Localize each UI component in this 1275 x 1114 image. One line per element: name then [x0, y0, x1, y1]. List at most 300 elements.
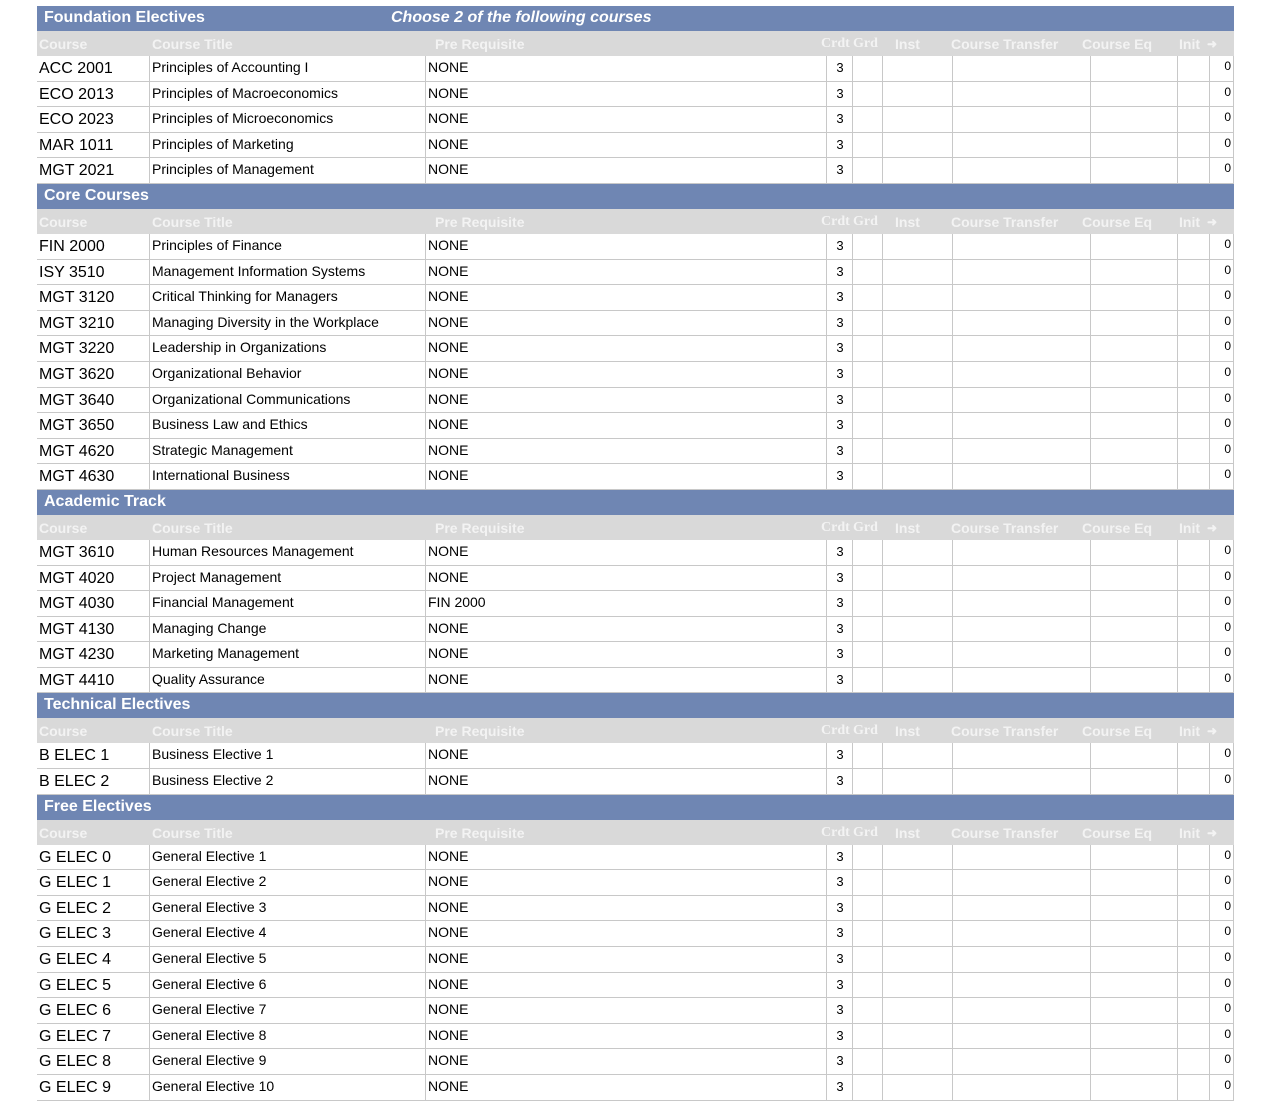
- course-code: MGT 3620: [39, 365, 115, 383]
- grade-cell[interactable]: [852, 388, 883, 413]
- course-equivalent-cell[interactable]: [1090, 260, 1178, 285]
- initials-cell[interactable]: [1177, 1049, 1210, 1074]
- course-credits: 3: [826, 743, 853, 768]
- course-transfer-cell[interactable]: [952, 234, 1091, 259]
- course-transfer-cell[interactable]: [952, 566, 1091, 591]
- grade-cell[interactable]: [852, 998, 883, 1023]
- course-title: Principles of Macroeconomics: [149, 82, 428, 107]
- course-transfer-cell[interactable]: [952, 56, 1091, 81]
- course-code: G ELEC 3: [39, 925, 112, 943]
- initials-cell[interactable]: [1177, 336, 1210, 361]
- course-transfer-cell[interactable]: [952, 896, 1091, 921]
- course-transfer-cell[interactable]: [952, 998, 1091, 1023]
- course-equivalent-cell[interactable]: [1090, 591, 1178, 616]
- col-title-header: Course Title: [152, 213, 233, 230]
- course-equivalent-cell[interactable]: [1090, 921, 1178, 946]
- course-prerequisite: NONE: [425, 743, 828, 768]
- initials-cell[interactable]: [1177, 566, 1210, 591]
- institution-cell[interactable]: [882, 947, 953, 972]
- grade-cell[interactable]: [852, 464, 883, 489]
- institution-cell[interactable]: [882, 998, 953, 1023]
- course-prerequisite: FIN 2000: [425, 591, 828, 616]
- col-eq-header: Course Eq: [1082, 723, 1153, 740]
- institution-cell[interactable]: [882, 743, 953, 768]
- course-title: Human Resources Management: [149, 540, 428, 565]
- course-prerequisite: NONE: [425, 1075, 828, 1100]
- course-equivalent-cell[interactable]: [1090, 56, 1178, 81]
- section-header: [37, 795, 1234, 820]
- course-equivalent-cell[interactable]: [1090, 668, 1178, 693]
- course-code: G ELEC 9: [39, 1079, 112, 1096]
- institution-cell[interactable]: [882, 973, 953, 998]
- course-transfer-cell[interactable]: [952, 743, 1091, 768]
- arrow-icon: ➜: [1207, 37, 1218, 51]
- grade-cell[interactable]: [852, 1075, 883, 1100]
- section-title: Technical Electives: [44, 696, 191, 714]
- grade-cell[interactable]: [852, 158, 883, 183]
- row-total: 0: [1209, 336, 1234, 361]
- course-code: MGT 3650: [39, 417, 115, 435]
- grade-cell[interactable]: [852, 845, 883, 870]
- table-row: [37, 743, 1234, 769]
- institution-cell[interactable]: [882, 921, 953, 946]
- course-transfer-cell[interactable]: [952, 336, 1091, 361]
- table-row: [37, 388, 1234, 414]
- institution-cell[interactable]: [882, 336, 953, 361]
- course-transfer-cell[interactable]: [952, 921, 1091, 946]
- table-row: [37, 921, 1234, 947]
- institution-cell[interactable]: [882, 158, 953, 183]
- row-total: 0: [1209, 362, 1234, 387]
- course-credits: 3: [826, 1049, 853, 1074]
- course-equivalent-cell[interactable]: [1090, 743, 1178, 768]
- course-equivalent-cell[interactable]: [1090, 769, 1178, 794]
- grade-cell[interactable]: [852, 260, 883, 285]
- institution-cell[interactable]: [882, 540, 953, 565]
- course-title: Management Information Systems: [149, 260, 428, 285]
- course-transfer-cell[interactable]: [952, 362, 1091, 387]
- institution-cell[interactable]: [882, 896, 953, 921]
- grade-cell[interactable]: [852, 82, 883, 107]
- initials-cell[interactable]: [1177, 870, 1210, 895]
- grade-cell[interactable]: [852, 743, 883, 768]
- row-total: 0: [1209, 591, 1234, 616]
- grade-cell[interactable]: [852, 947, 883, 972]
- row-total: 0: [1209, 947, 1234, 972]
- course-equivalent-cell[interactable]: [1090, 234, 1178, 259]
- course-transfer-cell[interactable]: [952, 413, 1091, 438]
- column-header-row: [37, 515, 1234, 540]
- arrow-icon: ➜: [1207, 214, 1218, 229]
- institution-cell[interactable]: [882, 870, 953, 895]
- grade-cell[interactable]: [852, 439, 883, 464]
- course-credits: 3: [826, 540, 853, 565]
- col-crdt-header: Crdt: [821, 36, 850, 51]
- course-prerequisite: NONE: [425, 1049, 828, 1074]
- initials-cell[interactable]: [1177, 260, 1210, 285]
- institution-cell[interactable]: [882, 107, 953, 132]
- course-code: MGT 4130: [39, 620, 115, 638]
- course-code: G ELEC 2: [39, 899, 112, 917]
- initials-cell[interactable]: [1177, 1024, 1210, 1049]
- initials-cell[interactable]: [1177, 107, 1210, 132]
- course-transfer-cell[interactable]: [952, 845, 1091, 870]
- course-transfer-cell[interactable]: [952, 158, 1091, 183]
- row-total: 0: [1209, 107, 1234, 132]
- row-total: 0: [1209, 260, 1234, 285]
- course-transfer-cell[interactable]: [952, 439, 1091, 464]
- course-credits: 3: [826, 921, 853, 946]
- grade-cell[interactable]: [852, 591, 883, 616]
- initials-cell[interactable]: [1177, 668, 1210, 693]
- course-equivalent-cell[interactable]: [1090, 439, 1178, 464]
- course-equivalent-cell[interactable]: [1090, 362, 1178, 387]
- course-title: General Elective 5: [149, 947, 428, 972]
- col-init-header: Init: [1179, 723, 1200, 740]
- row-total: 0: [1209, 998, 1234, 1023]
- institution-cell[interactable]: [882, 82, 953, 107]
- course-prerequisite: NONE: [425, 311, 828, 336]
- course-title: Principles of Finance: [149, 234, 428, 259]
- row-total: 0: [1209, 668, 1234, 693]
- col-crdt-header: Crdt: [821, 519, 850, 535]
- course-equivalent-cell[interactable]: [1090, 464, 1178, 489]
- initials-cell[interactable]: [1177, 1075, 1210, 1100]
- initials-cell[interactable]: [1177, 743, 1210, 768]
- course-code: G ELEC 6: [39, 1002, 112, 1020]
- table-row: [37, 870, 1234, 896]
- course-title: Business Law and Ethics: [149, 413, 428, 438]
- course-code: MGT 3610: [39, 543, 115, 561]
- row-total: 0: [1209, 82, 1234, 107]
- grade-cell[interactable]: [852, 566, 883, 591]
- institution-cell[interactable]: [882, 566, 953, 591]
- course-code: MGT 3220: [39, 340, 115, 358]
- col-init-header: Init: [1179, 213, 1200, 230]
- course-code: G ELEC 1: [39, 874, 112, 892]
- course-equivalent-cell[interactable]: [1090, 82, 1178, 107]
- course-equivalent-cell[interactable]: [1090, 1024, 1178, 1049]
- col-eq-header: Course Eq: [1082, 36, 1153, 52]
- arrow-icon: ➜: [1207, 825, 1218, 840]
- col-crdt-header: Crdt: [821, 824, 850, 840]
- course-transfer-cell[interactable]: [952, 464, 1091, 489]
- initials-cell[interactable]: [1177, 921, 1210, 946]
- course-equivalent-cell[interactable]: [1090, 311, 1178, 336]
- course-title: General Elective 9: [149, 1049, 428, 1074]
- course-prerequisite: NONE: [425, 439, 828, 464]
- col-inst-header: Inst: [895, 213, 920, 230]
- institution-cell[interactable]: [882, 845, 953, 870]
- course-transfer-cell[interactable]: [952, 870, 1091, 895]
- course-code: MGT 4410: [39, 671, 115, 689]
- institution-cell[interactable]: [882, 1049, 953, 1074]
- grade-cell[interactable]: [852, 56, 883, 81]
- course-equivalent-cell[interactable]: [1090, 642, 1178, 667]
- course-credits: 3: [826, 566, 853, 591]
- table-row: [37, 133, 1234, 159]
- course-equivalent-cell[interactable]: [1090, 973, 1178, 998]
- course-credits: 3: [826, 668, 853, 693]
- course-credits: 3: [826, 1075, 853, 1100]
- course-transfer-cell[interactable]: [952, 107, 1091, 132]
- course-title: Organizational Communications: [149, 388, 428, 413]
- course-equivalent-cell[interactable]: [1090, 947, 1178, 972]
- table-row: [37, 439, 1234, 465]
- initials-cell[interactable]: [1177, 591, 1210, 616]
- course-credits: 3: [826, 285, 853, 310]
- row-total: 0: [1209, 1049, 1234, 1074]
- col-prereq-header: Pre Requisite: [435, 723, 525, 740]
- course-prerequisite: NONE: [425, 998, 828, 1023]
- course-equivalent-cell[interactable]: [1090, 336, 1178, 361]
- initials-cell[interactable]: [1177, 464, 1210, 489]
- course-transfer-cell[interactable]: [952, 769, 1091, 794]
- initials-cell[interactable]: [1177, 973, 1210, 998]
- col-course-header: Course: [39, 519, 88, 536]
- section-header: [37, 184, 1234, 209]
- initials-cell[interactable]: [1177, 642, 1210, 667]
- course-equivalent-cell[interactable]: [1090, 107, 1178, 132]
- course-equivalent-cell[interactable]: [1090, 870, 1178, 895]
- institution-cell[interactable]: [882, 1024, 953, 1049]
- initials-cell[interactable]: [1177, 56, 1210, 81]
- initials-cell[interactable]: [1177, 362, 1210, 387]
- course-title: General Elective 4: [149, 921, 428, 946]
- institution-cell[interactable]: [882, 388, 953, 413]
- initials-cell[interactable]: [1177, 845, 1210, 870]
- column-header-row: [37, 718, 1234, 743]
- institution-cell[interactable]: [882, 311, 953, 336]
- course-transfer-cell[interactable]: [952, 642, 1091, 667]
- table-row: [37, 107, 1234, 133]
- course-transfer-cell[interactable]: [952, 947, 1091, 972]
- institution-cell[interactable]: [882, 413, 953, 438]
- institution-cell[interactable]: [882, 133, 953, 158]
- course-credits: 3: [826, 336, 853, 361]
- row-total: 0: [1209, 56, 1234, 81]
- grade-cell[interactable]: [852, 540, 883, 565]
- initials-cell[interactable]: [1177, 896, 1210, 921]
- col-transfer-header: Course Transfer: [951, 36, 1059, 52]
- initials-cell[interactable]: [1177, 234, 1210, 259]
- grade-cell[interactable]: [852, 973, 883, 998]
- row-total: 0: [1209, 642, 1234, 667]
- grade-cell[interactable]: [852, 668, 883, 693]
- grade-cell[interactable]: [852, 107, 883, 132]
- initials-cell[interactable]: [1177, 998, 1210, 1023]
- course-code: MGT 4230: [39, 646, 115, 664]
- course-prerequisite: NONE: [425, 413, 828, 438]
- grade-cell[interactable]: [852, 921, 883, 946]
- course-title: Principles of Marketing: [149, 133, 428, 158]
- course-prerequisite: NONE: [425, 388, 828, 413]
- initials-cell[interactable]: [1177, 158, 1210, 183]
- grade-cell[interactable]: [852, 362, 883, 387]
- course-transfer-cell[interactable]: [952, 82, 1091, 107]
- course-credits: 3: [826, 388, 853, 413]
- institution-cell[interactable]: [882, 769, 953, 794]
- col-crdt-header: Crdt: [821, 723, 850, 739]
- institution-cell[interactable]: [882, 234, 953, 259]
- section-title: Academic Track: [44, 492, 166, 510]
- col-transfer-header: Course Transfer: [951, 824, 1059, 841]
- col-title-header: Course Title: [152, 723, 233, 740]
- course-transfer-cell[interactable]: [952, 311, 1091, 336]
- course-title: Critical Thinking for Managers: [149, 285, 428, 310]
- institution-cell[interactable]: [882, 464, 953, 489]
- initials-cell[interactable]: [1177, 947, 1210, 972]
- col-course-header: Course: [39, 824, 88, 841]
- initials-cell[interactable]: [1177, 413, 1210, 438]
- col-prereq-header: Pre Requisite: [435, 213, 525, 230]
- col-eq-header: Course Eq: [1082, 824, 1153, 841]
- grade-cell[interactable]: [852, 285, 883, 310]
- course-transfer-cell[interactable]: [952, 1075, 1091, 1100]
- course-title: General Elective 10: [149, 1075, 428, 1100]
- course-credits: 3: [826, 260, 853, 285]
- grade-cell[interactable]: [852, 1024, 883, 1049]
- course-equivalent-cell[interactable]: [1090, 413, 1178, 438]
- course-equivalent-cell[interactable]: [1090, 285, 1178, 310]
- initials-cell[interactable]: [1177, 82, 1210, 107]
- course-transfer-cell[interactable]: [952, 591, 1091, 616]
- grade-cell[interactable]: [852, 617, 883, 642]
- section-header: [37, 490, 1234, 515]
- course-prerequisite: NONE: [425, 107, 828, 132]
- section-note: Choose 2 of the following courses: [391, 9, 652, 26]
- initials-cell[interactable]: [1177, 133, 1210, 158]
- course-title: Managing Change: [149, 617, 428, 642]
- course-credits: 3: [826, 591, 853, 616]
- course-prerequisite: NONE: [425, 336, 828, 361]
- course-transfer-cell[interactable]: [952, 1049, 1091, 1074]
- course-equivalent-cell[interactable]: [1090, 896, 1178, 921]
- course-credits: 3: [826, 362, 853, 387]
- course-equivalent-cell[interactable]: [1090, 540, 1178, 565]
- grade-cell[interactable]: [852, 1049, 883, 1074]
- col-inst-header: Inst: [895, 824, 920, 841]
- row-total: 0: [1209, 388, 1234, 413]
- course-equivalent-cell[interactable]: [1090, 566, 1178, 591]
- course-transfer-cell[interactable]: [952, 540, 1091, 565]
- course-equivalent-cell[interactable]: [1090, 1049, 1178, 1074]
- course-credits: 3: [826, 769, 853, 794]
- col-title-header: Course Title: [152, 824, 233, 841]
- institution-cell[interactable]: [882, 260, 953, 285]
- course-equivalent-cell[interactable]: [1090, 133, 1178, 158]
- table-row: [37, 311, 1234, 337]
- initials-cell[interactable]: [1177, 388, 1210, 413]
- col-title-header: Course Title: [152, 36, 233, 52]
- course-equivalent-cell[interactable]: [1090, 998, 1178, 1023]
- institution-cell[interactable]: [882, 668, 953, 693]
- row-total: 0: [1209, 743, 1234, 768]
- course-code: MGT 4630: [39, 468, 115, 486]
- course-code: MGT 4020: [39, 569, 115, 587]
- course-transfer-cell[interactable]: [952, 668, 1091, 693]
- course-code: G ELEC 4: [39, 951, 112, 969]
- grade-cell[interactable]: [852, 133, 883, 158]
- institution-cell[interactable]: [882, 56, 953, 81]
- institution-cell[interactable]: [882, 1075, 953, 1100]
- course-transfer-cell[interactable]: [952, 617, 1091, 642]
- course-transfer-cell[interactable]: [952, 260, 1091, 285]
- course-transfer-cell[interactable]: [952, 1024, 1091, 1049]
- course-transfer-cell[interactable]: [952, 285, 1091, 310]
- grade-cell[interactable]: [852, 413, 883, 438]
- institution-cell[interactable]: [882, 362, 953, 387]
- institution-cell[interactable]: [882, 591, 953, 616]
- grade-cell[interactable]: [852, 311, 883, 336]
- col-inst-header: Inst: [895, 723, 920, 740]
- course-credits: 3: [826, 845, 853, 870]
- course-credits: 3: [826, 464, 853, 489]
- course-code: MAR 1011: [39, 136, 114, 154]
- col-grd-header: Grd: [853, 213, 878, 229]
- course-equivalent-cell[interactable]: [1090, 1075, 1178, 1100]
- course-title: Marketing Management: [149, 642, 428, 667]
- initials-cell[interactable]: [1177, 439, 1210, 464]
- row-total: 0: [1209, 1075, 1234, 1100]
- course-equivalent-cell[interactable]: [1090, 158, 1178, 183]
- grade-cell[interactable]: [852, 642, 883, 667]
- col-course-header: Course: [39, 723, 88, 740]
- grade-cell[interactable]: [852, 896, 883, 921]
- course-transfer-cell[interactable]: [952, 388, 1091, 413]
- course-transfer-cell[interactable]: [952, 133, 1091, 158]
- initials-cell[interactable]: [1177, 311, 1210, 336]
- course-transfer-cell[interactable]: [952, 973, 1091, 998]
- col-prereq-header: Pre Requisite: [435, 36, 525, 52]
- course-credits: 3: [826, 56, 853, 81]
- row-total: 0: [1209, 566, 1234, 591]
- institution-cell[interactable]: [882, 617, 953, 642]
- course-credits: 3: [826, 617, 853, 642]
- course-credits: 3: [826, 439, 853, 464]
- course-title: General Elective 6: [149, 973, 428, 998]
- table-row: [37, 540, 1234, 566]
- course-title: General Elective 1: [149, 845, 428, 870]
- course-equivalent-cell[interactable]: [1090, 617, 1178, 642]
- grade-cell[interactable]: [852, 336, 883, 361]
- course-title: Managing Diversity in the Workplace: [149, 311, 428, 336]
- table-row: [37, 1049, 1234, 1075]
- course-equivalent-cell[interactable]: [1090, 388, 1178, 413]
- institution-cell[interactable]: [882, 285, 953, 310]
- course-credits: 3: [826, 82, 853, 107]
- grade-cell[interactable]: [852, 870, 883, 895]
- institution-cell[interactable]: [882, 439, 953, 464]
- course-credits: 3: [826, 234, 853, 259]
- course-prerequisite: NONE: [425, 82, 828, 107]
- initials-cell[interactable]: [1177, 617, 1210, 642]
- course-equivalent-cell[interactable]: [1090, 845, 1178, 870]
- table-row: [37, 285, 1234, 311]
- initials-cell[interactable]: [1177, 769, 1210, 794]
- table-row: [37, 336, 1234, 362]
- arrow-icon: ➜: [1207, 520, 1218, 535]
- table-row: [37, 260, 1234, 286]
- initials-cell[interactable]: [1177, 540, 1210, 565]
- institution-cell[interactable]: [882, 642, 953, 667]
- row-total: 0: [1209, 921, 1234, 946]
- initials-cell[interactable]: [1177, 285, 1210, 310]
- course-title: Principles of Accounting I: [149, 56, 428, 81]
- grade-cell[interactable]: [852, 234, 883, 259]
- grade-cell[interactable]: [852, 769, 883, 794]
- course-code: G ELEC 8: [39, 1053, 112, 1071]
